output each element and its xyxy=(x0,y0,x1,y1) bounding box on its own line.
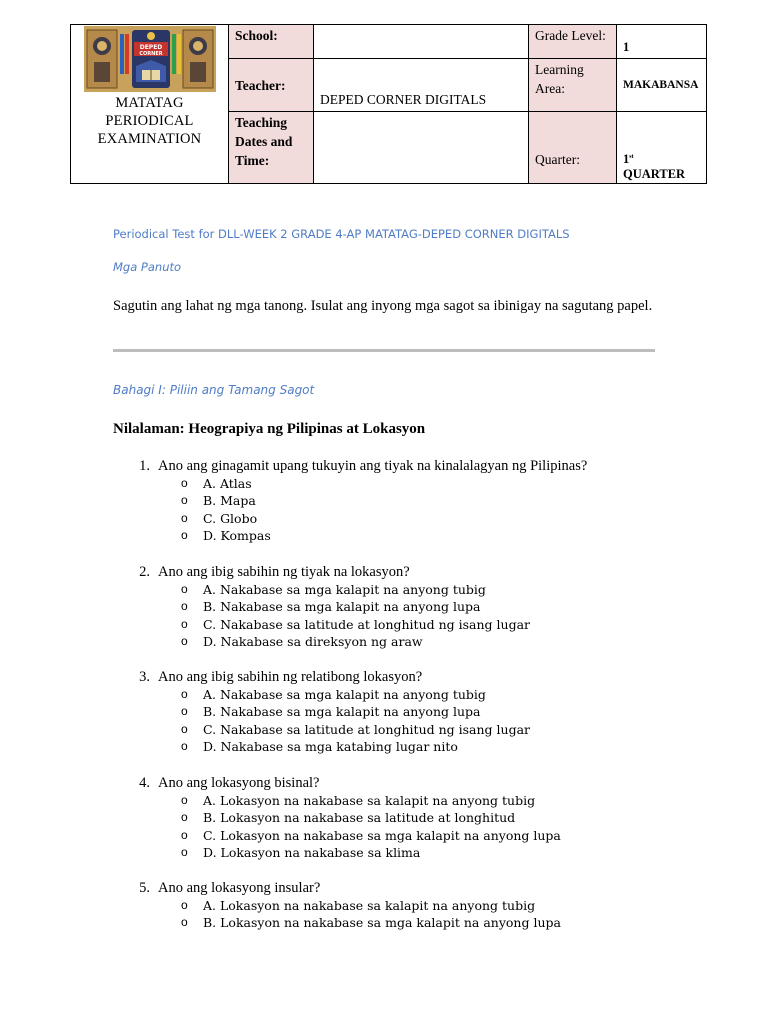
question-number: 1. xyxy=(139,458,150,474)
part-heading: Bahagi I: Piliin ang Tamang Sagot xyxy=(113,383,315,397)
bullet-icon: o xyxy=(181,704,188,719)
option-d: o D. Kompas xyxy=(181,527,271,543)
svg-text:CORNER: CORNER xyxy=(138,51,163,57)
question-text: Ano ang lokasyong bisinal? xyxy=(158,775,320,791)
svg-text:DEPED: DEPED xyxy=(139,44,162,51)
question-3 xyxy=(113,668,673,755)
bullet-icon: o xyxy=(181,493,188,508)
bullet-icon: o xyxy=(181,476,188,490)
content-heading: Nilalaman: Heograpiya ng Pilipinas at Lokasyon xyxy=(113,421,426,437)
quarter-number: 1 xyxy=(623,152,630,166)
bullet-icon: o xyxy=(181,915,188,930)
bullet-icon: o xyxy=(181,633,188,648)
bullet-icon: o xyxy=(181,527,188,542)
exam-title: MATATAG PERIODICAL EXAMINATION xyxy=(97,95,202,147)
option-a: o A. Lokasyon na nakabase sa kalapit na anyong tubig xyxy=(181,898,536,913)
option-d: o D. Nakabase sa mga katabing lugar nito xyxy=(181,738,458,754)
bullet-icon: o xyxy=(181,582,188,596)
instructions-heading: Mga Panuto xyxy=(113,260,182,274)
option-b: o B. Lokasyon na nakabase sa latitude at longhitud xyxy=(181,810,516,826)
test-title: Periodical Test for DLL-WEEK 2 GRADE 4-AP MATATAG-DEPED CORNER DIGITALS xyxy=(113,227,570,241)
exam-header-table xyxy=(70,24,707,184)
bullet-icon: o xyxy=(181,510,188,525)
school-value xyxy=(314,25,529,59)
quarter-suffix: st xyxy=(629,153,634,160)
question-text: Ano ang ibig sabihin ng tiyak na lokasyon? xyxy=(158,564,410,580)
option-d: o D. Nakabase sa direksyon ng araw xyxy=(181,633,423,649)
section-divider xyxy=(113,349,655,352)
quarter-label: Quarter: xyxy=(529,112,617,184)
bullet-icon: o xyxy=(181,793,188,807)
question-5 xyxy=(113,879,673,932)
option-b: o B. Nakabase sa mga kalapit na anyong lupa xyxy=(181,599,481,615)
bullet-icon: o xyxy=(181,721,188,736)
bullet-icon: o xyxy=(181,687,188,701)
bullet-icon: o xyxy=(181,810,188,825)
question-number: 2. xyxy=(139,564,150,580)
instructions-text: Sagutin ang lahat ng mga tanong. Isulat ang inyong mga sagot sa ibinigay na sagutang papel. xyxy=(113,298,653,314)
option-b: o B. Mapa xyxy=(181,493,256,509)
teacher-label: Teacher: xyxy=(229,59,314,112)
option-c: o C. Nakabase sa latitude at longhitud ng isang lugar xyxy=(181,616,530,632)
quarter-value xyxy=(617,112,707,184)
learning-area-value: MAKABANSA xyxy=(617,59,707,112)
question-number: 3. xyxy=(139,669,150,685)
teaching-dates-label: Teaching Dates and Time: xyxy=(229,112,314,184)
bullet-icon: o xyxy=(181,827,188,842)
teacher-value: DEPED CORNER DIGITALS xyxy=(314,59,529,112)
question-number: 5. xyxy=(139,880,150,896)
question-text: Ano ang ginagamit upang tukuyin ang tiyak na kinalalagyan ng Pilipinas? xyxy=(158,458,588,474)
grade-level-value: 1 xyxy=(617,25,707,59)
teaching-dates-value xyxy=(314,112,529,184)
question-number: 4. xyxy=(139,775,150,791)
logo-cell xyxy=(71,25,229,184)
option-a: o A. Atlas xyxy=(181,476,252,491)
question-2 xyxy=(113,563,673,650)
bullet-icon: o xyxy=(181,599,188,614)
school-label: School: xyxy=(229,25,314,59)
option-a: o A. Lokasyon na nakabase sa kalapit na anyong tubig xyxy=(181,793,536,808)
option-c: o C. Lokasyon na nakabase sa mga kalapit na anyong lupa xyxy=(181,827,561,843)
option-a: o A. Nakabase sa mga kalapit na anyong tubig xyxy=(181,582,486,597)
quarter-word: QUARTER xyxy=(623,167,686,181)
question-text: Ano ang lokasyong insular? xyxy=(158,880,321,896)
question-text: Ano ang ibig sabihin ng relatibong lokasyon? xyxy=(158,669,423,685)
bullet-icon: o xyxy=(181,898,188,912)
option-b: o B. Nakabase sa mga kalapit na anyong lupa xyxy=(181,704,481,720)
bullet-icon: o xyxy=(181,738,188,753)
option-b: o B. Lokasyon na nakabase sa mga kalapit na anyong lupa xyxy=(181,915,561,931)
option-a: o A. Nakabase sa mga kalapit na anyong tubig xyxy=(181,687,486,702)
question-4 xyxy=(113,774,673,861)
bullet-icon: o xyxy=(181,844,188,859)
option-c: o C. Globo xyxy=(181,510,258,526)
deped-corner-logo xyxy=(84,26,216,92)
bullet-icon: o xyxy=(181,616,188,631)
option-d: o D. Lokasyon na nakabase sa klima xyxy=(181,844,421,860)
question-1 xyxy=(113,457,673,544)
learning-area-label: Learning Area: xyxy=(529,59,617,112)
grade-level-label: Grade Level: xyxy=(529,25,617,59)
option-c: o C. Nakabase sa latitude at longhitud ng isang lugar xyxy=(181,721,530,737)
